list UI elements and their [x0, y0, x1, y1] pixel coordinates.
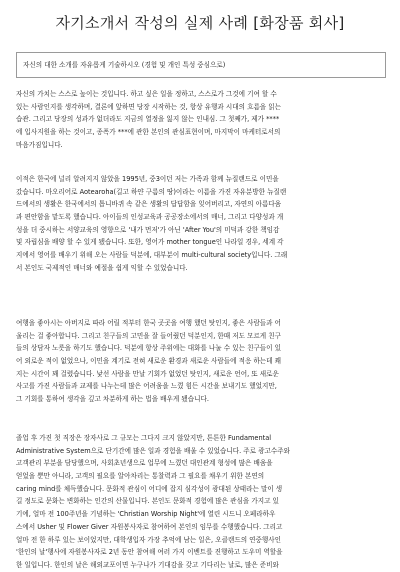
text-line: 과 편안함을 맡도록 했습니다. 아이들의 인성교육과 공공장소에서의 매너, 그리고 다양성과 개 [16, 213, 284, 222]
text-line: 마음가짐입니다. [16, 140, 63, 149]
text-line: 자신의 가치는 스스로 높이는 것입니다. 하고 싶은 일을 정하고, 스스로가 그것에 기여 할 수 [16, 90, 277, 98]
paragraph-1 [16, 88, 386, 151]
text-line: 들의 상담자 노릇을 하기도 했습니다. 덕분에 항상 주위에는 대화를 나눌 수 있는 친구들이 있 [16, 344, 282, 353]
text-line: 졸업 후 가진 첫 직장은 장자사로 그 규모는 그다지 크지 않았지만, 튼튼한 Fundamental [16, 434, 272, 442]
text-line: 드에서의 생활은 한국에서의 톱니바퀴 속 같은 생활의 답답함을 잊어버리고, 자연의 아름다움 [16, 200, 282, 209]
intro-prompt-box [16, 52, 386, 78]
text-line: 울리는 걸 좋아합니다. 그리고 친구들의 고민을 잘 들어줬던 덕분인지, 한때 저도 모르게 친구 [16, 331, 282, 340]
text-line: 이적은 한국에 널리 알려지지 않았을 1995년, 중3이던 저는 가족과 함께 뉴질랜드로 이민을 [16, 175, 279, 183]
text-line: 길 정도로 문화는 변화하는 인간의 산물입니다. 본인도 문화적 경험에 많은 관심을 가지고 있 [16, 497, 279, 506]
document-title: 자기소개서 작성의 실제 사례 [화장품 회사] [55, 14, 345, 32]
text-line: 고객관리 부분을 담당했으며, 사회초년생으로 업무에 느꼈던 대인관계 형성에 많은 배움을 [16, 459, 273, 468]
text-line: 습관. 그리고 당장의 성과가 없더라도 지금의 열정을 잃지 않는 인내심. 그 첫째가, 제가 **** [16, 115, 280, 124]
paragraph-4 [16, 432, 386, 572]
text-line: 그 기회를 통하여 생각을 깊고 차분하게 하는 법을 배우게 됐습니다. [16, 395, 209, 404]
text-line: 어 외로운 적이 없었으나, 이민을 계기로 전혀 새로운 환경과 새로운 사람들에 적응 하는데 꽤 [16, 357, 282, 366]
paragraph-2 [16, 173, 386, 275]
text-line: 얼마 전 한 하루 있는 보이었지만, 대학생입자 가장 추억에 남는 일은, 오클랜드의 연중행사인 [16, 535, 282, 544]
text-line: 및 자립심을 배양 할 수 있게 됐습니다. 또한, 영어가 mother tongue인 나라일 경우, 세계 각 [16, 238, 284, 247]
text-line: caring mind를 체득했습니다. 문화적 관심이 어디에 잡지 심각성이 광대된 상태라는 말이 생 [16, 484, 283, 493]
text-line: 에 입사지원을 하는 것이고, 종폭가 ***에 관한 본인의 관심표현이며, 마지막이 마케터로서의 [16, 128, 281, 137]
text-line: 얻었을 뿐만 아니라, 고객의 필요를 알아차리는 통찰력과 그 필요를 채우기 위한 본연의 [16, 472, 265, 481]
text-line: 사고를 가진 사람들과 교제를 나누는데 많은 어려움을 느꼈 힘든 시간을 보내기도 했었지만, [16, 382, 277, 391]
text-line: 지는 시간이 꽤 걸렸습니다. 낯선 사람을 만날 기회가 없었던 탓인지, 새로운 언어, 또 새로운 [16, 369, 279, 378]
text-line: 성을 더 중시하는 서양교육의 영향으로 '내가 먼저'가 아닌 'After You'의 미덕과 강한 책임감 [16, 225, 280, 234]
text-line: 여행을 좋아시는 아버지로 따라 어릴 적부터 한국 곳곳을 여행 했던 탓인지, 좋은 사람들과 어 [16, 319, 282, 327]
text-line: 지에서 영어를 배우기 위해 오는 사람들 덕분에, 대부분이 multi-cultural society입니다. 그래 [16, 251, 288, 260]
intro-prompt-text: 자신의 대한 소개를 자유롭게 기술하시오 (경험 및 개인 특성 중심으로) [23, 61, 226, 69]
text-line: 있는 사람인지를 생각하며, 결론에 앞하면 당장 시작하는 것, 항상 유행과 시대의 흐름을 읽는 [16, 102, 282, 111]
text-line: 한 일입니다. 한인의 날은 해외교포이면 누구나가 기대감을 갖고 기다리는 날로, 많은 준비와 [16, 560, 279, 569]
text-line: '한인의 날'행사에 자원봉사자로 2년 동안 참여해 여러 가지 이벤트를 진행하고 도우미 역할을 [16, 548, 283, 557]
text-line: Administrative System으로 단기간에 많은 일과 경험을 배울 수 있었습니다. 주로 광고수주와 [16, 446, 290, 455]
text-line: 스에서 Usher 및 Flower Giver 자원봉사자로 참여하여 본인의 임무를 수행했습니다. 그리고 [16, 522, 283, 531]
text-line: 기에, 얼마 전 100주년을 기념하는 'Christian Worship Night'에 열린 시드니 오페라하우 [16, 510, 276, 519]
text-line: 갔습니다. 마오리어로 Aotearoha(길고 하얀 구름의 땅)이라는 이름을 가진 자유분방한 뉴질랜 [16, 187, 287, 196]
text-line: 서 본인도 국제적인 매너와 예절을 쉽게 익할 수 있었습니다. [16, 263, 188, 272]
paragraph-3 [16, 317, 386, 406]
